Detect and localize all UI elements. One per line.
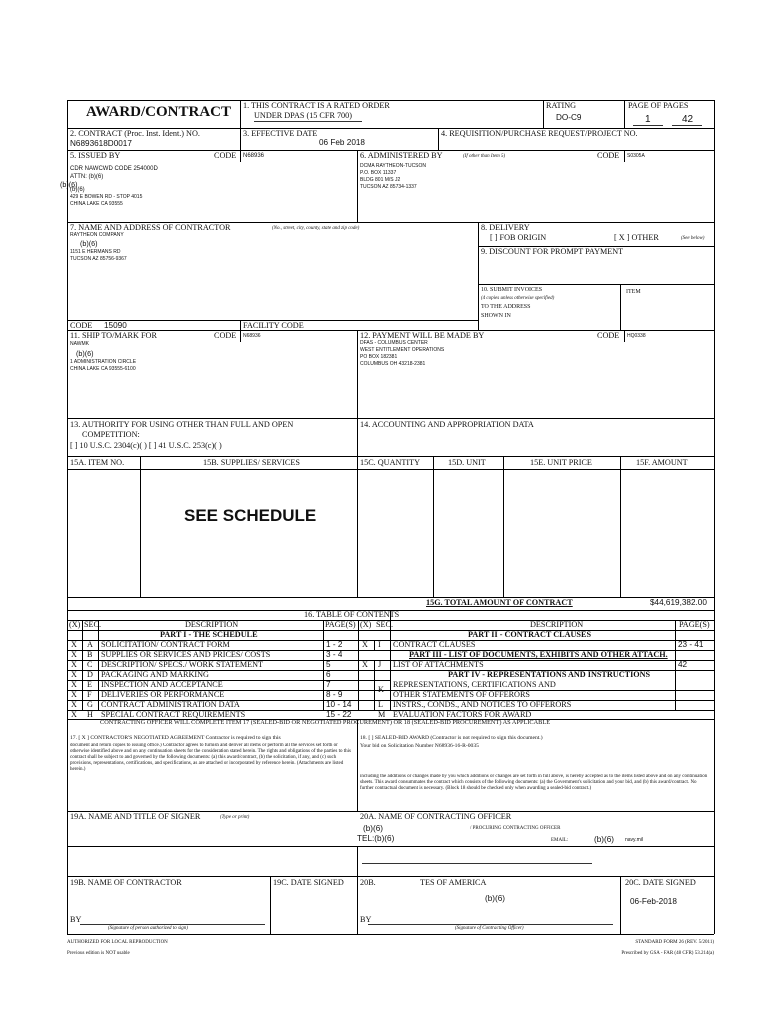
toc-row-pages: 1 - 2 xyxy=(326,641,343,649)
issued-by-margin-note: (b)(6) xyxy=(60,180,78,189)
issued-by-code: N68936 xyxy=(243,153,265,159)
toc-row-sec: G xyxy=(87,701,93,709)
contracting-officer-name: (b)(6) xyxy=(363,824,384,833)
footer-previous-edition: Previous edition is NOT usable xyxy=(67,951,130,956)
supplies-header: 15B. SUPPLIES/ SERVICES xyxy=(203,458,300,467)
delivery-label: 8. DELIVERY xyxy=(481,223,530,232)
toc-row-k-desc-1: REPRESENTATIONS, CERTIFICATIONS AND xyxy=(393,681,556,689)
issued-by-line-4: 429 E BOWEN RD - STOP 4015 xyxy=(70,194,143,200)
toc-row-desc: SUPPLIES OR SERVICES AND PRICES/ COSTS xyxy=(101,651,271,659)
payment-line-4: COLUMBUS OH 43218-2381 xyxy=(360,361,426,367)
toc-row-k-sec: K xyxy=(378,686,384,694)
ship-to-line-1: NAWMK xyxy=(70,341,89,347)
total-amount-value: $44,619,382.00 xyxy=(650,598,707,607)
administered-by-line-3: BLDG 801 M/S J2 xyxy=(360,177,401,183)
sealed-bid-head: 18. [ ] SEALED-BID AWARD (Contractor is not required to sign this document.) xyxy=(360,735,543,741)
co-signature: (b)(6) xyxy=(485,894,506,903)
accounting-label: 14. ACCOUNTING AND APPROPRIATION DATA xyxy=(360,420,534,429)
co-signature-note: (Signature of Contracting Officer) xyxy=(455,926,524,931)
toc-row-pages: 6 xyxy=(326,671,331,679)
ship-to-line-3: 1 ADMINISTRATION CIRCLE xyxy=(70,359,137,365)
issued-by-code-label: CODE xyxy=(214,151,237,160)
see-schedule-note: SEE SCHEDULE xyxy=(184,506,317,525)
unit-price-header: 15E. UNIT PRICE xyxy=(530,458,592,467)
toc-row-sec: D xyxy=(87,671,93,679)
amount-header: 15F. AMOUNT xyxy=(636,458,688,467)
contractor-date-signed-field[interactable] xyxy=(272,890,356,930)
total-amount-label: 15G. TOTAL AMOUNT OF CONTRACT xyxy=(426,598,573,607)
authority-line-2: COMPETITION: xyxy=(82,430,140,439)
contracting-officer-tel: TEL:(b)(6) xyxy=(357,834,395,843)
discount-label: 9. DISCOUNT FOR PROMPT PAYMENT xyxy=(481,247,624,256)
toc-row-i-desc: CONTRACT CLAUSES xyxy=(393,641,476,649)
toc-row-pages: 3 - 4 xyxy=(326,651,343,659)
contractor-by-label: BY xyxy=(70,915,82,924)
issued-by-line-2: ATTN: (b)(6) xyxy=(70,174,104,180)
ship-to-line-2: (b)(6) xyxy=(76,349,94,358)
toc-hdr-x-left: (X) xyxy=(69,620,81,629)
usa-label-rest: TES OF AMERICA xyxy=(420,878,487,887)
ship-to-label: 11. SHIP TO/MARK FOR xyxy=(70,331,157,340)
toc-row-x: X xyxy=(71,661,77,669)
toc-hdr-pages-right: PAGE(S) xyxy=(679,620,710,629)
toc-row-j-x: X xyxy=(362,661,368,669)
toc-hdr-x-right: (X) xyxy=(360,620,372,629)
unit-header: 15D. UNIT xyxy=(448,458,486,467)
rated-order-label: 1. THIS CONTRACT IS A RATED ORDER xyxy=(243,101,390,110)
submit-invoices-line-1: 10. SUBMIT INVOICES xyxy=(481,287,543,293)
toc-part-3: PART III - LIST OF DOCUMENTS, EXHIBITS AND OTHER ATTACH. xyxy=(409,650,668,659)
payment-line-3: PO BOX 182381 xyxy=(360,354,398,360)
co-date-signed-label: 20C. DATE SIGNED xyxy=(625,878,696,887)
rating-value: DO-C9 xyxy=(556,113,582,122)
authority-line-3: [ ] 10 U.S.C. 2304(c)( ) [ ] 41 U.S.C. 253(c)( ) xyxy=(70,441,222,450)
rated-order-sub: UNDER DPAS (15 CFR 700) xyxy=(254,111,352,120)
toc-row-i-sec: I xyxy=(378,641,381,649)
administered-by-line-2: P.O. BOX 11337 xyxy=(360,170,397,176)
toc-row-x: X xyxy=(71,671,77,679)
requisition-label: 4. REQUISITION/PURCHASE REQUEST/PROJECT NO. xyxy=(441,129,638,138)
toc-hdr-sec-left: SEC. xyxy=(84,620,102,629)
footer-prescribed-by: Prescribed by GSA - FAR (48 CFR) 53.214(a) xyxy=(621,951,714,956)
sealed-bid-body: including the additions or changes made by you which additions or changes are set forth in full above, is hereby accepted as to the items listed above and on any continuation sheets. This award consummates the contract which consists of the following documents: (a) the Government's solicitation and your bid, and (b) this award/contract. No further contractual document is necessary. (Block 18 should be checked only when awarding a sealed-bid contract.) xyxy=(360,774,708,791)
toc-row-i-x: X xyxy=(362,641,368,649)
signer-name-label: 19A. NAME AND TITLE OF SIGNER xyxy=(70,812,201,821)
submit-invoices-line-4: SHOWN IN xyxy=(481,313,511,319)
usa-label-prefix: 20B. xyxy=(360,878,376,887)
toc-row-j-sec: J xyxy=(378,661,382,669)
contractor-line-3: 1151 E HERMANS RD xyxy=(70,249,121,255)
issued-by-label: 5. ISSUED BY xyxy=(70,151,121,160)
contractor-code: 15090 xyxy=(104,321,127,330)
negotiated-agreement-body: document and return copies to issuing office.) Contractor agrees to furnish and deliver all items or perform all the services set forth or otherwise identified above and on any continuation sheets for the consideration stated herein. The rights and obligations of the parties to this contract shall be subject to and governed by the following documents: (a) this award/contract, (b) the solicitation, if any, and (c) such provisions, representations, certifications, and specifications, as are attached or incorporated by reference herein. (Attachments are listed herein.) xyxy=(70,743,351,772)
toc-row-k-desc-2: OTHER STATEMENTS OF OFFERORS xyxy=(393,691,530,699)
toc-part-2: PART II - CONTRACT CLAUSES xyxy=(468,630,592,639)
co-date-signed-value: 06-Feb-2018 xyxy=(630,897,677,906)
toc-row-pages: 8 - 9 xyxy=(326,691,343,699)
signer-name-note: (Type or print) xyxy=(220,815,250,820)
contractor-date-signed-label: 19C. DATE SIGNED xyxy=(273,878,344,887)
contracting-officer-label: 20A. NAME OF CONTRACTING OFFICER xyxy=(360,812,512,821)
toc-row-sec: B xyxy=(87,651,93,659)
contracting-officer-email: (b)(6) xyxy=(594,835,615,844)
toc-row-pages: 10 - 14 xyxy=(326,701,352,709)
page-current: 1 xyxy=(645,114,651,125)
toc-row-x: X xyxy=(71,651,77,659)
invoice-item-label: ITEM xyxy=(626,289,641,295)
toc-row-desc: SPECIAL CONTRACT REQUIREMENTS xyxy=(101,711,246,719)
toc-row-desc: DESCRIPTION/ SPECS./ WORK STATEMENT xyxy=(101,661,264,669)
co-by-label: BY xyxy=(360,915,372,924)
payment-label: 12. PAYMENT WILL BE MADE BY xyxy=(360,331,485,340)
rating-label: RATING xyxy=(546,101,577,110)
toc-row-sec: F xyxy=(87,691,92,699)
toc-row-x: X xyxy=(71,701,77,709)
toc-hdr-desc-right: DESCRIPTION xyxy=(530,620,584,629)
payment-code-label: CODE xyxy=(597,331,620,340)
toc-hdr-sec-right: SEC. xyxy=(376,620,394,629)
toc-part-1: PART I - THE SCHEDULE xyxy=(160,630,258,639)
contractor-signature-note: (Signature of person authorized to sign) xyxy=(108,926,188,931)
administered-by-code-label: CODE xyxy=(597,151,620,160)
contract-no-value: N6893618D0017 xyxy=(70,139,132,148)
contractor-line-1: RAYTHEON COMPANY xyxy=(70,232,124,238)
toc-part-4: PART IV - REPRESENTATIONS AND INSTRUCTIONS xyxy=(448,670,651,679)
issued-by-line-5: CHINA LAKE CA 93555 xyxy=(70,201,123,207)
contractor-name-label: 19B. NAME OF CONTRACTOR xyxy=(70,878,182,887)
issued-by-line-1: CDR NAWCWD CODE 254000D xyxy=(70,166,158,172)
toc-row-desc: INSPECTION AND ACCEPTANCE xyxy=(101,681,223,689)
fob-origin-option[interactable]: [ ] FOB ORIGIN xyxy=(490,233,547,242)
toc-row-i-pages: 23 - 41 xyxy=(678,641,704,649)
ship-to-code: N68936 xyxy=(243,333,261,339)
toc-row-l-desc: INSTRS., CONDS., AND NOTICES TO OFFERORS xyxy=(393,701,572,709)
delivery-other-option[interactable]: [ X ] OTHER xyxy=(614,233,659,242)
toc-title: 16. TABLE OF CONTENTS xyxy=(304,610,400,619)
item-no-header: 15A. ITEM NO. xyxy=(70,458,125,467)
toc-row-sec: E xyxy=(87,681,93,689)
toc-row-m-sec: M xyxy=(378,711,386,719)
toc-row-sec: C xyxy=(87,661,93,669)
administered-by-label: 6. ADMINISTERED BY xyxy=(360,151,443,160)
ship-to-code-label: CODE xyxy=(214,331,237,340)
toc-row-x: X xyxy=(71,711,77,719)
toc-row-x: X xyxy=(71,691,77,699)
toc-hdr-desc-left: DESCRIPTION xyxy=(185,620,239,629)
page-total: 42 xyxy=(682,114,694,125)
authority-line-1: 13. AUTHORITY FOR USING OTHER THAN FULL AND OPEN xyxy=(70,420,294,429)
toc-row-m-desc: EVALUATION FACTORS FOR AWARD xyxy=(393,711,532,719)
administered-by-line-1: DCMA RAYTHEON-TUCSON xyxy=(360,163,427,169)
toc-row-desc: PACKAGING AND MARKING xyxy=(101,671,209,679)
contractor-label-note: (No., street, city, county, state and zip code) xyxy=(272,226,360,231)
ship-to-line-4: CHINA LAKE CA 93555-6100 xyxy=(70,366,136,372)
toc-row-sec: A xyxy=(87,641,93,649)
submit-invoices-line-3: TO THE ADDRESS xyxy=(481,304,531,310)
toc-row-j-pages: 42 xyxy=(678,661,688,669)
footer-reproduction: AUTHORIZED FOR LOCAL REPRODUCTION xyxy=(67,940,168,945)
negotiated-agreement-head: 17. [ X ] CONTRACTOR'S NEGOTIATED AGREEMENT Contractor is required to sign this xyxy=(70,735,281,741)
toc-row-pages: 15 - 22 xyxy=(326,711,352,719)
page-of-pages-label: PAGE OF PAGES xyxy=(628,101,689,110)
payment-code: HQ0338 xyxy=(627,333,646,339)
delivery-other-note: (See below) xyxy=(681,236,705,241)
form-title: AWARD/CONTRACT xyxy=(86,104,232,120)
administered-by-note: (If other than Item 5) xyxy=(463,154,506,159)
toc-hdr-pages-left: PAGE(S) xyxy=(325,620,356,629)
contract-no-label: 2. CONTRACT (Proc. Inst. Ident.) NO. xyxy=(70,129,200,138)
contracting-officer-title: / PROCURING CONTRACTING OFFICER xyxy=(470,826,561,831)
toc-row-desc: DELIVERIES OR PERFORMANCE xyxy=(101,691,225,699)
toc-row-pages: 5 xyxy=(326,661,331,669)
submit-invoices-line-2: (4 copies unless otherwise specified) xyxy=(481,296,555,301)
contracting-officer-note: CONTRACTING OFFICER WILL COMPLETE ITEM 17 (SEALED-BID OR NEGOTIATED PROCUREMENT) OR 18 (SEALED-BID PROCUREMENT) AS APPLICABLE xyxy=(100,719,551,726)
effective-date-label: 3. EFFECTIVE DATE xyxy=(243,129,318,138)
toc-row-desc: CONTRACT ADMINISTRATION DATA xyxy=(101,701,240,709)
sealed-bid-solicitation: Your bid on Solicitation Number N68936-16-R-0035 xyxy=(360,743,479,749)
contractor-line-2: (b)(6) xyxy=(80,239,98,248)
administered-by-code: S0305A xyxy=(627,153,645,159)
effective-date-value: 06 Feb 2018 xyxy=(319,138,365,147)
contractor-signature-field[interactable] xyxy=(80,908,265,924)
contractor-label: 7. NAME AND ADDRESS OF CONTRACTOR xyxy=(70,223,231,232)
payment-line-1: DFAS - COLUMBUS CENTER xyxy=(360,340,428,346)
quantity-header: 15C. QUANTITY xyxy=(360,458,421,467)
toc-row-j-desc: LIST OF ATTACHMENTS xyxy=(393,661,484,669)
administered-by-line-4: TUCSON AZ 85734-1337 xyxy=(360,184,417,190)
contracting-officer-email-label: EMAIL: xyxy=(551,838,569,843)
contractor-code-label: CODE xyxy=(70,321,93,330)
toc-row-pages: 7 xyxy=(326,681,331,689)
issued-by-line-3: (b)(6) xyxy=(70,187,85,193)
toc-row-x: X xyxy=(71,681,77,689)
toc-row-sec: H xyxy=(87,711,93,719)
toc-row-x: X xyxy=(71,641,77,649)
contractor-line-4: TUCSON AZ 85756-9367 xyxy=(70,256,127,262)
contracting-officer-email-domain: navy.mil xyxy=(625,837,643,843)
facility-code-label: FACILITY CODE xyxy=(243,321,304,330)
payment-line-2: WEST ENTITLEMENT OPERATIONS xyxy=(360,347,445,353)
footer-standard-form: STANDARD FORM 26 (REV. 5/2011) xyxy=(635,940,714,945)
toc-row-l-sec: L xyxy=(378,701,384,709)
toc-row-desc: SOLICITATION/ CONTRACT FORM xyxy=(101,641,230,649)
